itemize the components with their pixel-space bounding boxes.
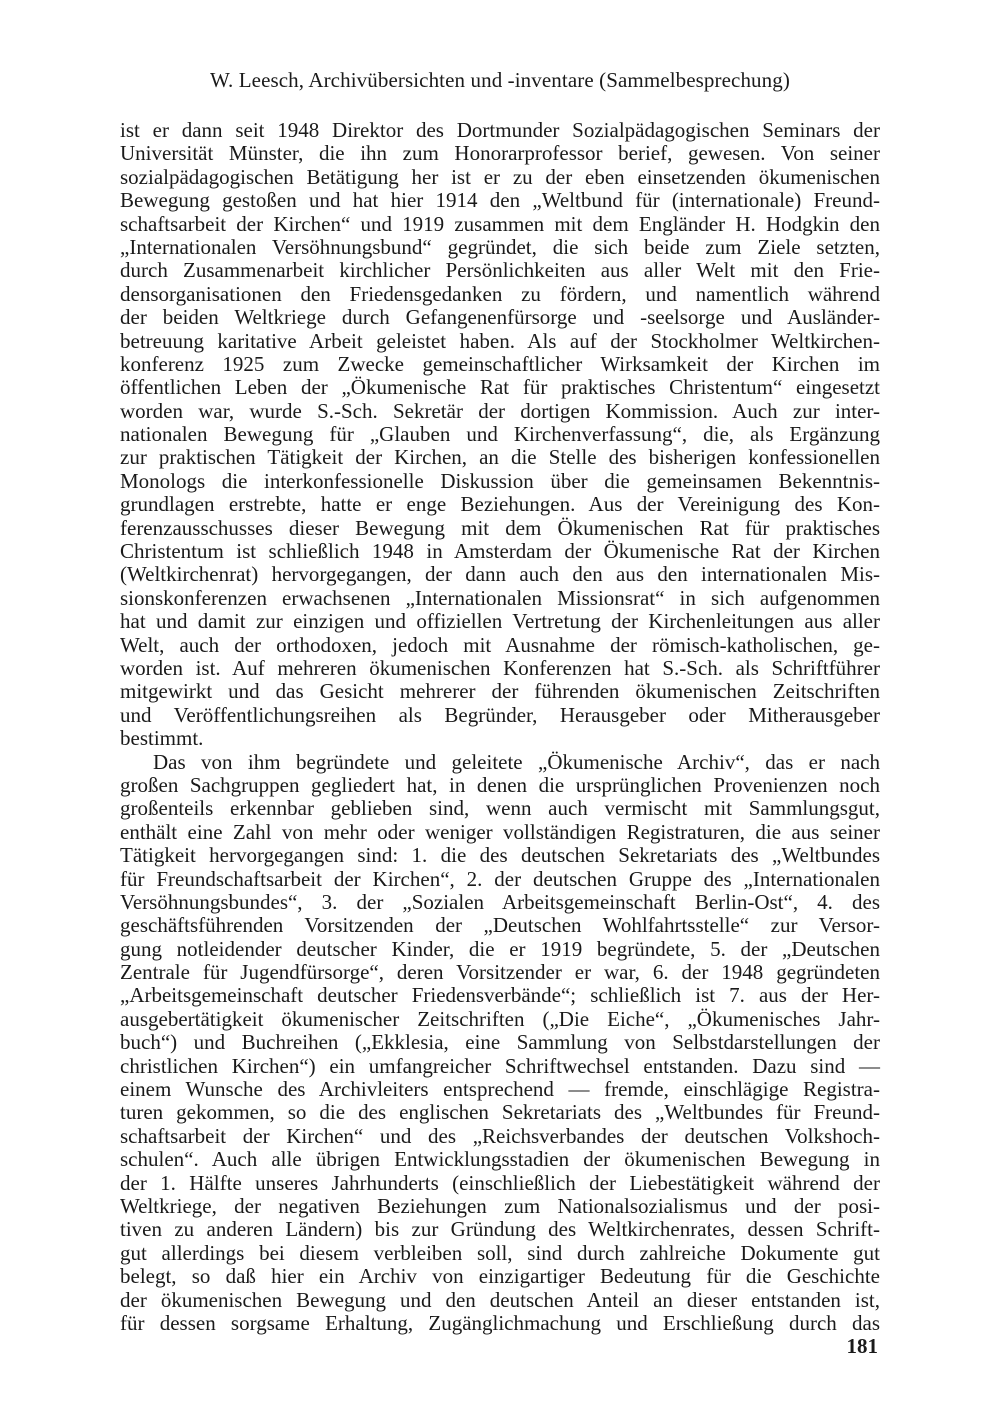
text-line: christlichen Kirchen“) ein umfangreicher Schriftwechsel entstanden. Dazu sind — <box>120 1053 880 1078</box>
text-line: ferenzausschusses dieser Bewegung mit dem Ökumenischen Rat für praktisches <box>120 515 880 540</box>
text-line: Das von ihm begründete und geleitete „Ökumenische Archiv“, das er nach <box>153 749 880 774</box>
text-line: schulen“. Auch alle übrigen Entwicklungsstadien der ökumenischen Bewegung in <box>120 1147 880 1172</box>
text-line: durch Zusammenarbeit kirchlicher Persönlichkeiten aus aller Welt mit den Frie- <box>120 258 880 283</box>
text-line: der ökumenischen Bewegung und den deutschen Anteil an dieser entstanden ist, <box>120 1287 880 1312</box>
text-line: ist er dann seit 1948 Direktor des Dortmunder Sozialpädagogischen Seminars der <box>120 118 880 142</box>
text-line: betreuung karitative Arbeit geleistet haben. Als auf der Stockholmer Weltkirchen- <box>120 328 880 353</box>
text-line: „Arbeitsgemeinschaft deutscher Friedensverbände“; schließlich ist 7. aus der Her- <box>120 983 880 1008</box>
text-line: der 1. Hälfte unseres Jahrhunderts (einschließlich der Liebestätigkeit während der <box>120 1170 880 1195</box>
text-line: Bewegung gestoßen und hat hier 1914 den „Weltbund für (internationale) Freund- <box>120 188 880 213</box>
text-line: und Veröffentlichungsreihen als Begründer, Herausgeber oder Mitherausgeber <box>120 702 880 727</box>
text-line: sionskonferenzen erwachsenen „Internationalen Missionsrat“ in sich aufgenommen <box>120 585 880 610</box>
paragraph <box>120 751 880 1336</box>
text-line: ausgebertätigkeit ökumenischer Zeitschriften („Die Eiche“, „Ökumenisches Jahr- <box>120 1006 880 1031</box>
text-line: öffentlichen Leben der „Ökumenische Rat für praktisches Christentum“ eingesetzt <box>120 375 880 400</box>
text-line: Monologs die interkonfessionelle Diskussion über die gemeinsamen Bekenntnis- <box>120 468 880 493</box>
text-line: nationalen Bewegung für „Glauben und Kirchenverfassung“, die, als Ergänzung <box>120 422 880 447</box>
text-line: enthält eine Zahl von mehr oder weniger vollständigen Registraturen, die aus seiner <box>120 819 880 844</box>
text-line: belegt, so daß hier ein Archiv von einzigartiger Bedeutung für die Geschichte <box>120 1264 880 1289</box>
text-line: Welt, auch der orthodoxen, jedoch mit Ausnahme der römisch-katholischen, ge- <box>120 632 880 657</box>
text-line: Universität Münster, die ihn zum Honorarprofessor berief, gewesen. Von seiner <box>120 141 880 166</box>
text-line: großen Sachgruppen gegliedert hat, in denen die ursprünglichen Provenienzen noch <box>120 772 880 797</box>
text-line: Zentrale für Jugendfürsorge“, deren Vorsitzender er war, 6. der 1948 gegründeten <box>120 960 880 985</box>
text-line: großenteils erkennbar geblieben sind, wenn auch vermischt mit Sammlungsgut, <box>120 796 880 821</box>
text-line: der beiden Weltkriege durch Gefangenenfürsorge und -seelsorge und Ausländer- <box>120 305 880 330</box>
text-line: bestimmt. <box>120 726 204 751</box>
text-line: densorganisationen den Friedensgedanken zu fördern, und namentlich während <box>120 281 880 306</box>
text-line: konferenz 1925 zum Zwecke gemeinschaftlicher Wirksamkeit der Kirchen im <box>120 351 880 376</box>
text-line: buch“) und Buchreihen („Ekklesia, eine Sammlung von Selbstdarstellungen der <box>120 1030 880 1055</box>
running-head: W. Leesch, Archivübersichten und -inventare (Sammelbesprechung) <box>210 68 790 92</box>
text-line: schaftsarbeit der Kirchen“ und 1919 zusammen mit dem Engländer H. Hodgkin den <box>120 211 880 236</box>
text-line: schaftsarbeit der Kirchen“ und des „Reichsverbandes der deutschen Volkshoch- <box>120 1123 880 1148</box>
text-line: Weltkriege, der negativen Beziehungen zum Nationalsozialismus und der posi- <box>120 1193 880 1218</box>
body-text <box>120 119 880 1335</box>
text-line: hat und damit zur einzigen und offiziellen Vertretung der Kirchenleitungen aus aller <box>120 609 880 634</box>
text-line: grundlagen erstrebte, hatte er enge Beziehungen. Aus der Vereinigung des Kon- <box>120 492 880 517</box>
text-line: einem Wunsche des Archivleiters entsprechend — fremde, einschlägige Registra- <box>120 1077 880 1102</box>
page-number: 181 <box>846 1334 878 1358</box>
text-line: für dessen sorgsame Erhaltung, Zugänglichmachung und Erschließung durch das <box>120 1310 880 1335</box>
text-line: Tätigkeit hervorgegangen sind: 1. die des deutschen Sekretariats des „Weltbundes <box>120 843 880 868</box>
paragraph <box>120 119 880 751</box>
text-line: turen gekommen, so die des englischen Sekretariats des „Weltbundes für Freund- <box>120 1100 880 1125</box>
text-line: mitgewirkt und das Gesicht mehrerer der führenden ökumenischen Zeitschriften <box>120 679 880 704</box>
text-line: gut allerdings bei diesem verbleiben soll, sind durch zahlreiche Dokumente gut <box>120 1240 880 1265</box>
text-line: sozialpädagogischen Betätigung her ist er zu der eben einsetzenden ökumenischen <box>120 164 880 189</box>
text-line: zur praktischen Tätigkeit der Kirchen, an die Stelle des bisherigen konfessionellen <box>120 445 880 470</box>
text-line: Christentum ist schließlich 1948 in Amsterdam der Ökumenische Rat der Kirchen <box>120 539 880 564</box>
text-line: „Internationalen Versöhnungsbund“ gegründet, die sich beide zum Ziele setzten, <box>120 234 880 259</box>
text-line: geschäftsführenden Vorsitzenden der „Deutschen Wohlfahrtsstelle“ zur Versor- <box>120 913 880 938</box>
text-line: worden war, wurde S.-Sch. Sekretär der dortigen Kommission. Auch zur inter- <box>120 398 880 423</box>
text-line: gung notleidender deutscher Kinder, die er 1919 begründete, 5. der „Deutschen <box>120 936 880 961</box>
text-line: worden ist. Auf mehreren ökumenischen Konferenzen hat S.-Sch. als Schriftführer <box>120 655 880 680</box>
text-line: für Freundschaftsarbeit der Kirchen“, 2. der deutschen Gruppe des „Internationalen <box>120 866 880 891</box>
text-line: tiven zu anderen Ländern) bis zur Gründung des Weltkirchenrates, dessen Schrift- <box>120 1217 880 1242</box>
text-line: (Weltkirchenrat) hervorgegangen, der dann auch den aus den internationalen Mis- <box>120 562 880 587</box>
text-line: Versöhnungsbundes“, 3. der „Sozialen Arbeitsgemeinschaft Berlin-Ost“, 4. des <box>120 889 880 914</box>
